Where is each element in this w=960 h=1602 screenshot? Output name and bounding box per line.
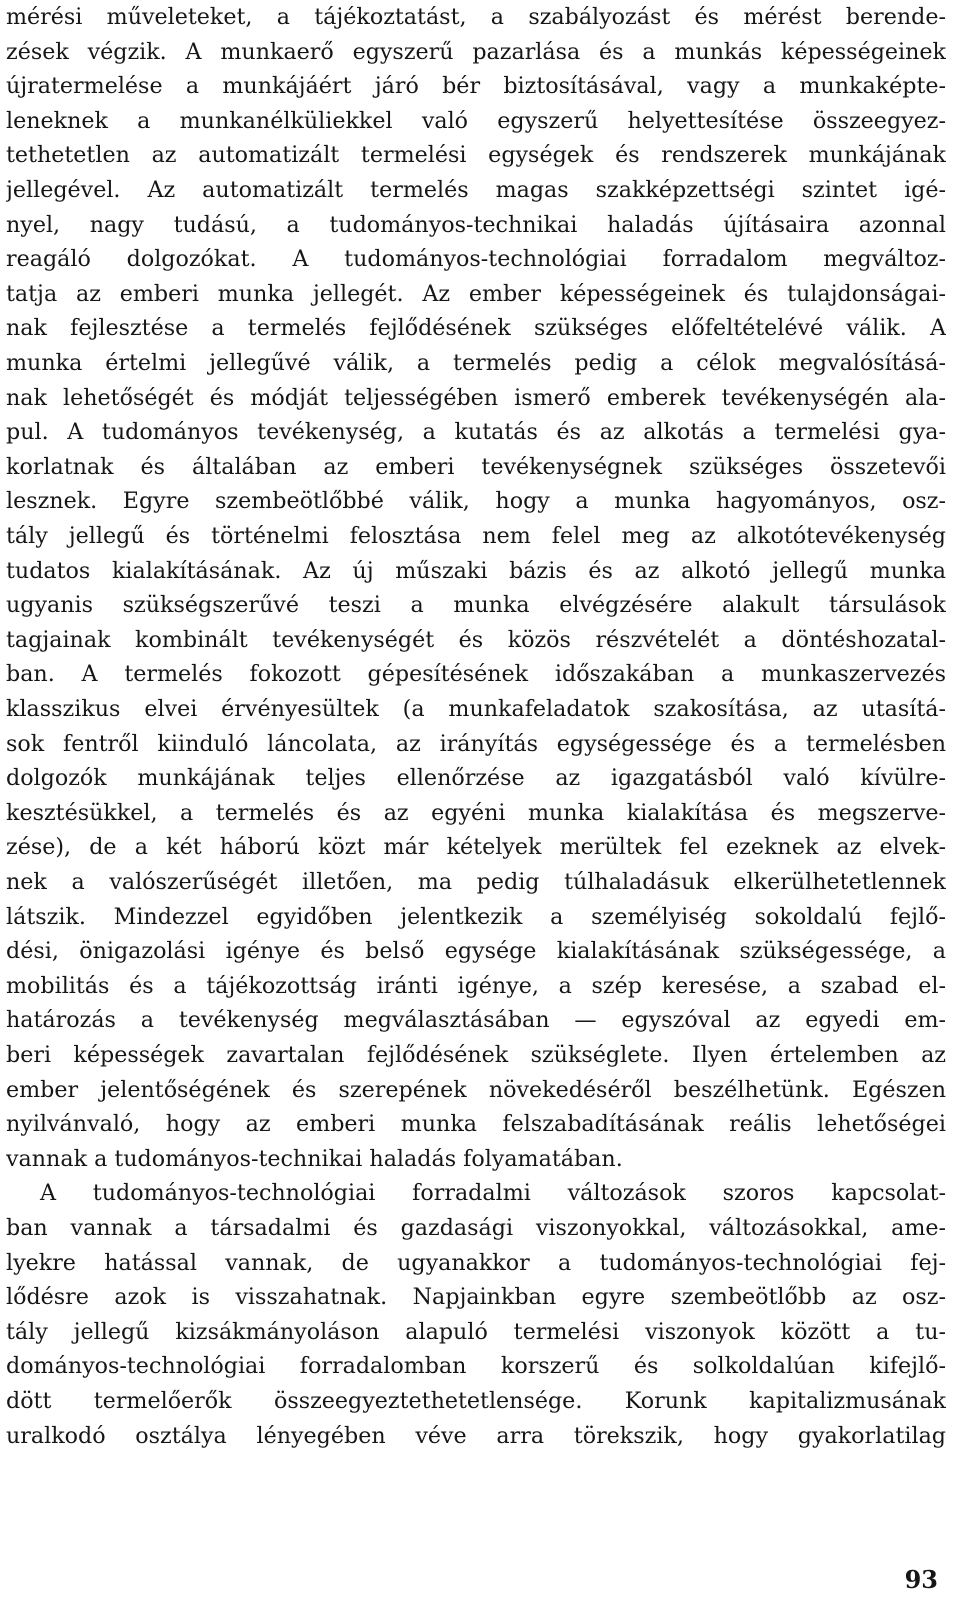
text-line: tály jellegű kizsákmányoláson alapuló termelési viszonyok között a tu-	[6, 1318, 946, 1345]
text-line: uralkodó osztálya lényegében véve arra törekszik, hogy gyakorlatilag	[6, 1422, 946, 1449]
text-line: A tudományos-technológiai forradalmi változások szoros kapcsolat-	[40, 1180, 946, 1207]
text-line: tály jellegű és történelmi felosztása nem felel meg az alkotótevékenység	[6, 523, 946, 549]
text-line: jellegével. Az automatizált termelés magas szakképzettségi szintet igé-	[6, 177, 946, 203]
text-line: lesznek. Egyre szembeötlőbbé válik, hogy a munka hagyományos, osz-	[6, 488, 946, 515]
text-line: ban. A termelés fokozott gépesítésének időszakában a munkaszervezés	[6, 661, 946, 688]
text-line: pul. A tudományos tevékenység, a kutatás és az alkotás a termelési gya-	[6, 419, 946, 446]
text-line: dományos-technológiai forradalomban korszerű és solkoldalúan kifejlő-	[6, 1353, 946, 1380]
text-line: klasszikus elvei érvényesültek (a munkafeladatok szakosítása, az utasítá-	[6, 696, 946, 722]
text-line: ban vannak a társadalmi és gazdasági viszonyokkal, változásokkal, ame-	[6, 1215, 946, 1241]
text-line: nak lehetőségét és módját teljességében ismerő emberek tevékenységén ala-	[6, 384, 946, 411]
text-line: lyekre hatással vannak, de ugyanakkor a tudományos-technológiai fej-	[6, 1249, 946, 1276]
book-page	[6, 0, 946, 1602]
text-line: munka értelmi jellegűvé válik, a termelés pedig a célok megvalósításá-	[6, 350, 946, 376]
text-line: nyel, nagy tudású, a tudományos-technikai haladás újításaira azonnal	[6, 211, 946, 238]
text-line: zése), de a két háború közt már kételyek merültek fel ezeknek az elvek-	[6, 834, 946, 861]
page-number: 93	[904, 1565, 938, 1594]
text-line: határozás a tevékenység megválasztásában — egyszóval az egyedi em-	[6, 1007, 946, 1034]
text-line: lődésre azok is visszahatnak. Napjainkban egyre szembeötlőbb az osz-	[6, 1284, 946, 1311]
text-line: ugyanis szükségszerűvé teszi a munka elvégzésére alakult társulások	[6, 592, 946, 619]
text-line: dési, önigazolási igénye és belső egysége kialakításának szükségessége, a	[6, 938, 946, 965]
text-line: zések végzik. A munkaerő egyszerű pazarlása és a munkás képességeinek	[6, 38, 946, 65]
text-line: tagjainak kombinált tevékenységét és közös részvételét a döntéshozatal-	[6, 626, 946, 653]
text-line: sok fentről kiinduló láncolata, az irányítás egységessége és a termelésben	[6, 730, 946, 757]
text-line: mobilitás és a tájékozottság iránti igénye, a szép keresése, a szabad el-	[6, 972, 946, 999]
text-line: látszik. Mindezzel egyidőben jelentkezik a személyiség sokoldalú fejlő-	[6, 903, 946, 930]
text-line: leneknek a munkanélküliekkel való egyszerű helyettesítése összeegyez-	[6, 107, 946, 134]
text-line: reagáló dolgozókat. A tudományos-technológiai forradalom megváltoz-	[6, 246, 946, 273]
text-line: tethetetlen az automatizált termelési egységek és rendszerek munkájának	[6, 142, 946, 169]
text-line: tudatos kialakításának. Az új műszaki bázis és az alkotó jellegű munka	[6, 557, 946, 584]
text-line: tatja az emberi munka jellegét. Az ember képességeinek és tulajdonságai-	[6, 280, 946, 307]
text-line: nak fejlesztése a termelés fejlődésének szükséges előfeltételévé válik. A	[6, 315, 946, 342]
text-line: vannak a tudományos-technikai haladás folyamatában.	[6, 1145, 623, 1172]
text-line: nyilvánvaló, hogy az emberi munka felszabadításának reális lehetőségei	[6, 1111, 946, 1138]
text-line: újratermelése a munkájáért járó bér biztosításával, vagy a munkaképte-	[6, 73, 946, 100]
text-line: korlatnak és általában az emberi tevékenységnek szükséges összetevői	[6, 453, 946, 480]
text-line: ember jelentőségének és szerepének növekedéséről beszélhetünk. Egészen	[6, 1076, 946, 1103]
text-line: nek a valószerűségét illetően, ma pedig túlhaladásuk elkerülhetetlennek	[6, 869, 946, 895]
text-line: dött termelőerők összeegyeztethetetlensége. Korunk kapitalizmusának	[6, 1388, 946, 1414]
text-line: mérési műveleteket, a tájékoztatást, a szabályozást és mérést berende-	[6, 4, 946, 30]
text-line: dolgozók munkájának teljes ellenőrzése az igazgatásból való kívülre-	[6, 765, 946, 792]
text-line: kesztésükkel, a termelés és az egyéni munka kialakítása és megszerve-	[6, 799, 946, 826]
text-line: beri képességek zavartalan fejlődésének szükséglete. Ilyen értelemben az	[6, 1042, 946, 1068]
